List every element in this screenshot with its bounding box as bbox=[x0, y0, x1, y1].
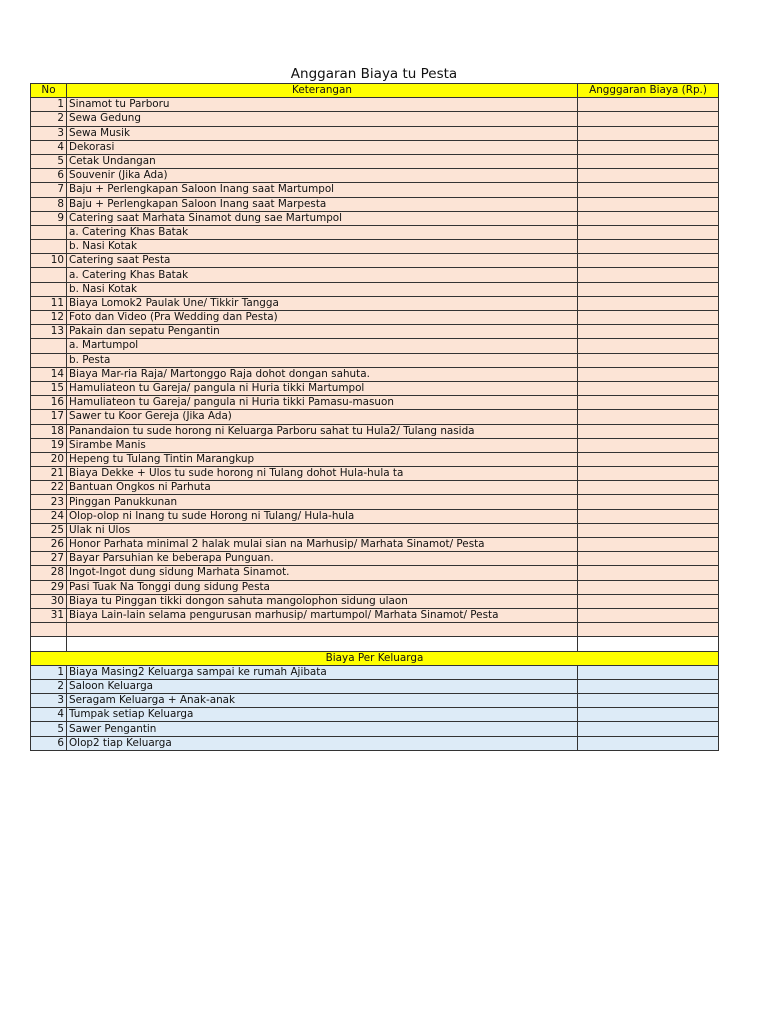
cell-no: 13 bbox=[31, 325, 67, 339]
cell-anggaran[interactable] bbox=[578, 268, 719, 282]
cell-no: 17 bbox=[31, 410, 67, 424]
table-row bbox=[31, 240, 719, 254]
cell-no: 19 bbox=[31, 438, 67, 452]
cell-keterangan bbox=[67, 637, 578, 651]
table-row bbox=[31, 694, 719, 708]
table-row bbox=[31, 438, 719, 452]
cell-anggaran[interactable] bbox=[578, 282, 719, 296]
table-row bbox=[31, 325, 719, 339]
cell-anggaran[interactable] bbox=[578, 509, 719, 523]
cell-no: 4 bbox=[31, 140, 67, 154]
table-row bbox=[31, 523, 719, 537]
cell-anggaran[interactable] bbox=[578, 112, 719, 126]
cell-keterangan: Biaya Mar-ria Raja/ Martonggo Raja dohot dongan sahuta. bbox=[67, 367, 578, 381]
cell-no: 26 bbox=[31, 538, 67, 552]
cell-keterangan: Sewa Gedung bbox=[67, 112, 578, 126]
cell-keterangan: Honor Parhata minimal 2 halak mulai sian na Marhusip/ Marhata Sinamot/ Pesta bbox=[67, 538, 578, 552]
cell-no bbox=[31, 623, 67, 637]
cell-keterangan: Biaya Dekke + Ulos tu sude horong ni Tulang dohot Hula-hula ta bbox=[67, 467, 578, 481]
cell-anggaran[interactable] bbox=[578, 254, 719, 268]
cell-no: 7 bbox=[31, 183, 67, 197]
table-row bbox=[31, 353, 719, 367]
cell-keterangan: Sawer tu Koor Gereja (Jika Ada) bbox=[67, 410, 578, 424]
cell-anggaran[interactable] bbox=[578, 580, 719, 594]
table-row bbox=[31, 509, 719, 523]
cell-no bbox=[31, 353, 67, 367]
cell-no: 20 bbox=[31, 452, 67, 466]
cell-no: 31 bbox=[31, 608, 67, 622]
cell-no: 15 bbox=[31, 381, 67, 395]
cell-anggaran[interactable] bbox=[578, 552, 719, 566]
cell-keterangan: Catering saat Marhata Sinamot dung sae Martumpol bbox=[67, 211, 578, 225]
table-row bbox=[31, 311, 719, 325]
table-row bbox=[31, 679, 719, 693]
table-row bbox=[31, 722, 719, 736]
table-row bbox=[31, 112, 719, 126]
cell-anggaran[interactable] bbox=[578, 694, 719, 708]
budget-table bbox=[30, 83, 719, 751]
table-row bbox=[31, 268, 719, 282]
cell-keterangan: b. Nasi Kotak bbox=[67, 240, 578, 254]
cell-no: 9 bbox=[31, 211, 67, 225]
cell-no bbox=[31, 339, 67, 353]
cell-keterangan: Pinggan Panukkunan bbox=[67, 495, 578, 509]
cell-anggaran[interactable] bbox=[578, 183, 719, 197]
cell-keterangan: a. Catering Khas Batak bbox=[67, 268, 578, 282]
header-anggaran: Angggaran Biaya (Rp.) bbox=[578, 84, 719, 98]
cell-keterangan: Sawer Pengantin bbox=[67, 722, 578, 736]
cell-anggaran[interactable] bbox=[578, 126, 719, 140]
cell-no: 8 bbox=[31, 197, 67, 211]
cell-no: 16 bbox=[31, 396, 67, 410]
cell-keterangan: Bantuan Ongkos ni Parhuta bbox=[67, 481, 578, 495]
table-row-empty bbox=[31, 637, 719, 651]
cell-keterangan: Baju + Perlengkapan Saloon Inang saat Martumpol bbox=[67, 183, 578, 197]
cell-keterangan: b. Nasi Kotak bbox=[67, 282, 578, 296]
cell-no: 27 bbox=[31, 552, 67, 566]
table-row bbox=[31, 552, 719, 566]
cell-no: 18 bbox=[31, 424, 67, 438]
table-row bbox=[31, 296, 719, 310]
cell-keterangan: Biaya Lain-lain selama pengurusan marhusip/ martumpol/ Marhata Sinamot/ Pesta bbox=[67, 608, 578, 622]
cell-anggaran[interactable] bbox=[578, 154, 719, 168]
cell-keterangan: Seragam Keluarga + Anak-anak bbox=[67, 694, 578, 708]
cell-anggaran[interactable] bbox=[578, 623, 719, 637]
cell-keterangan: Catering saat Pesta bbox=[67, 254, 578, 268]
cell-no bbox=[31, 268, 67, 282]
cell-keterangan: Sinamot tu Parboru bbox=[67, 98, 578, 112]
cell-no bbox=[31, 282, 67, 296]
cell-keterangan: Olop-olop ni Inang tu sude Horong ni Tulang/ Hula-hula bbox=[67, 509, 578, 523]
cell-keterangan: Biaya tu Pinggan tikki dongon sahuta mangolophon sidung ulaon bbox=[67, 594, 578, 608]
cell-anggaran[interactable] bbox=[578, 197, 719, 211]
cell-keterangan: Souvenir (Jika Ada) bbox=[67, 169, 578, 183]
cell-keterangan: Hepeng tu Tulang Tintin Marangkup bbox=[67, 452, 578, 466]
cell-anggaran[interactable] bbox=[578, 736, 719, 750]
cell-no: 4 bbox=[31, 708, 67, 722]
cell-no bbox=[31, 240, 67, 254]
cell-no: 24 bbox=[31, 509, 67, 523]
cell-keterangan: Hamuliateon tu Gareja/ pangula ni Huria tikki Martumpol bbox=[67, 381, 578, 395]
cell-anggaran[interactable] bbox=[578, 495, 719, 509]
cell-keterangan: Dekorasi bbox=[67, 140, 578, 154]
cell-anggaran[interactable] bbox=[578, 381, 719, 395]
cell-no: 1 bbox=[31, 98, 67, 112]
cell-anggaran[interactable] bbox=[578, 566, 719, 580]
cell-anggaran[interactable] bbox=[578, 467, 719, 481]
cell-no: 3 bbox=[31, 694, 67, 708]
cell-keterangan: Cetak Undangan bbox=[67, 154, 578, 168]
table-row bbox=[31, 495, 719, 509]
cell-anggaran[interactable] bbox=[578, 438, 719, 452]
cell-no: 12 bbox=[31, 311, 67, 325]
cell-keterangan: Biaya Lomok2 Paulak Une/ Tikkir Tangga bbox=[67, 296, 578, 310]
table-row bbox=[31, 736, 719, 750]
table-row bbox=[31, 154, 719, 168]
cell-anggaran[interactable] bbox=[578, 367, 719, 381]
header-keterangan: Keterangan bbox=[67, 84, 578, 98]
cell-anggaran[interactable] bbox=[578, 98, 719, 112]
cell-anggaran[interactable] bbox=[578, 339, 719, 353]
cell-anggaran[interactable] bbox=[578, 353, 719, 367]
cell-anggaran[interactable] bbox=[578, 140, 719, 154]
cell-anggaran[interactable] bbox=[578, 481, 719, 495]
table-row bbox=[31, 225, 719, 239]
cell-no: 25 bbox=[31, 523, 67, 537]
section-title: Biaya Per Keluarga bbox=[31, 651, 719, 665]
cell-keterangan: Pakain dan sepatu Pengantin bbox=[67, 325, 578, 339]
table-row bbox=[31, 254, 719, 268]
cell-anggaran[interactable] bbox=[578, 608, 719, 622]
cell-anggaran[interactable] bbox=[578, 452, 719, 466]
cell-keterangan: Sirambe Manis bbox=[67, 438, 578, 452]
cell-anggaran[interactable] bbox=[578, 396, 719, 410]
cell-keterangan: Hamuliateon tu Gareja/ pangula ni Huria tikki Pamasu-masuon bbox=[67, 396, 578, 410]
table-row bbox=[31, 367, 719, 381]
table-row bbox=[31, 410, 719, 424]
cell-anggaran[interactable] bbox=[578, 240, 719, 254]
table-row-empty bbox=[31, 623, 719, 637]
table-row bbox=[31, 282, 719, 296]
cell-no: 11 bbox=[31, 296, 67, 310]
cell-anggaran[interactable] bbox=[578, 296, 719, 310]
cell-keterangan: Pasi Tuak Na Tonggi dung sidung Pesta bbox=[67, 580, 578, 594]
cell-keterangan: Olop2 tiap Keluarga bbox=[67, 736, 578, 750]
sheet-title: Anggaran Biaya tu Pesta bbox=[290, 66, 458, 82]
table-row bbox=[31, 608, 719, 622]
cell-keterangan: Biaya Masing2 Keluarga sampai ke rumah Ajibata bbox=[67, 665, 578, 679]
table-row bbox=[31, 396, 719, 410]
cell-anggaran[interactable] bbox=[578, 225, 719, 239]
cell-no: 6 bbox=[31, 169, 67, 183]
cell-no bbox=[31, 637, 67, 651]
cell-anggaran[interactable] bbox=[578, 637, 719, 651]
cell-no: 29 bbox=[31, 580, 67, 594]
table-row bbox=[31, 98, 719, 112]
table-row bbox=[31, 381, 719, 395]
cell-no: 2 bbox=[31, 112, 67, 126]
cell-no: 2 bbox=[31, 679, 67, 693]
header-no: No bbox=[31, 84, 67, 98]
cell-no: 3 bbox=[31, 126, 67, 140]
cell-keterangan: Ulak ni Ulos bbox=[67, 523, 578, 537]
cell-no: 28 bbox=[31, 566, 67, 580]
table-row bbox=[31, 339, 719, 353]
cell-anggaran[interactable] bbox=[578, 523, 719, 537]
cell-anggaran[interactable] bbox=[578, 424, 719, 438]
cell-keterangan: a. Catering Khas Batak bbox=[67, 225, 578, 239]
table-row bbox=[31, 481, 719, 495]
table-row bbox=[31, 424, 719, 438]
cell-no: 21 bbox=[31, 467, 67, 481]
cell-anggaran[interactable] bbox=[578, 708, 719, 722]
table-row bbox=[31, 467, 719, 481]
cell-keterangan bbox=[67, 623, 578, 637]
header-row bbox=[31, 84, 719, 98]
cell-no: 1 bbox=[31, 665, 67, 679]
table-row bbox=[31, 126, 719, 140]
cell-anggaran[interactable] bbox=[578, 538, 719, 552]
section-header-row bbox=[31, 651, 719, 665]
cell-anggaran[interactable] bbox=[578, 169, 719, 183]
table-row bbox=[31, 665, 719, 679]
table-row bbox=[31, 197, 719, 211]
cell-keterangan: Foto dan Video (Pra Wedding dan Pesta) bbox=[67, 311, 578, 325]
cell-keterangan: Bayar Parsuhian ke beberapa Punguan. bbox=[67, 552, 578, 566]
cell-no: 10 bbox=[31, 254, 67, 268]
cell-keterangan: a. Martumpol bbox=[67, 339, 578, 353]
cell-keterangan: b. Pesta bbox=[67, 353, 578, 367]
table-row bbox=[31, 566, 719, 580]
table-row bbox=[31, 211, 719, 225]
cell-anggaran[interactable] bbox=[578, 410, 719, 424]
table-row bbox=[31, 140, 719, 154]
cell-no: 23 bbox=[31, 495, 67, 509]
table-row bbox=[31, 580, 719, 594]
cell-no: 5 bbox=[31, 722, 67, 736]
cell-keterangan: Sewa Musik bbox=[67, 126, 578, 140]
cell-keterangan: Ingot-Ingot dung sidung Marhata Sinamot. bbox=[67, 566, 578, 580]
cell-no: 22 bbox=[31, 481, 67, 495]
table-row bbox=[31, 452, 719, 466]
cell-anggaran[interactable] bbox=[578, 594, 719, 608]
table-row bbox=[31, 183, 719, 197]
cell-anggaran[interactable] bbox=[578, 722, 719, 736]
cell-no bbox=[31, 225, 67, 239]
cell-keterangan: Saloon Keluarga bbox=[67, 679, 578, 693]
cell-no: 5 bbox=[31, 154, 67, 168]
table-row bbox=[31, 708, 719, 722]
cell-anggaran[interactable] bbox=[578, 211, 719, 225]
table-row bbox=[31, 594, 719, 608]
budget-sheet bbox=[30, 66, 718, 751]
table-row bbox=[31, 169, 719, 183]
cell-anggaran[interactable] bbox=[578, 311, 719, 325]
cell-anggaran[interactable] bbox=[578, 679, 719, 693]
cell-anggaran[interactable] bbox=[578, 325, 719, 339]
cell-keterangan: Panandaion tu sude horong ni Keluarga Parboru sahat tu Hula2/ Tulang nasida bbox=[67, 424, 578, 438]
cell-keterangan: Tumpak setiap Keluarga bbox=[67, 708, 578, 722]
cell-no: 6 bbox=[31, 736, 67, 750]
cell-no: 30 bbox=[31, 594, 67, 608]
cell-no: 14 bbox=[31, 367, 67, 381]
cell-keterangan: Baju + Perlengkapan Saloon Inang saat Marpesta bbox=[67, 197, 578, 211]
table-row bbox=[31, 538, 719, 552]
cell-anggaran[interactable] bbox=[578, 665, 719, 679]
